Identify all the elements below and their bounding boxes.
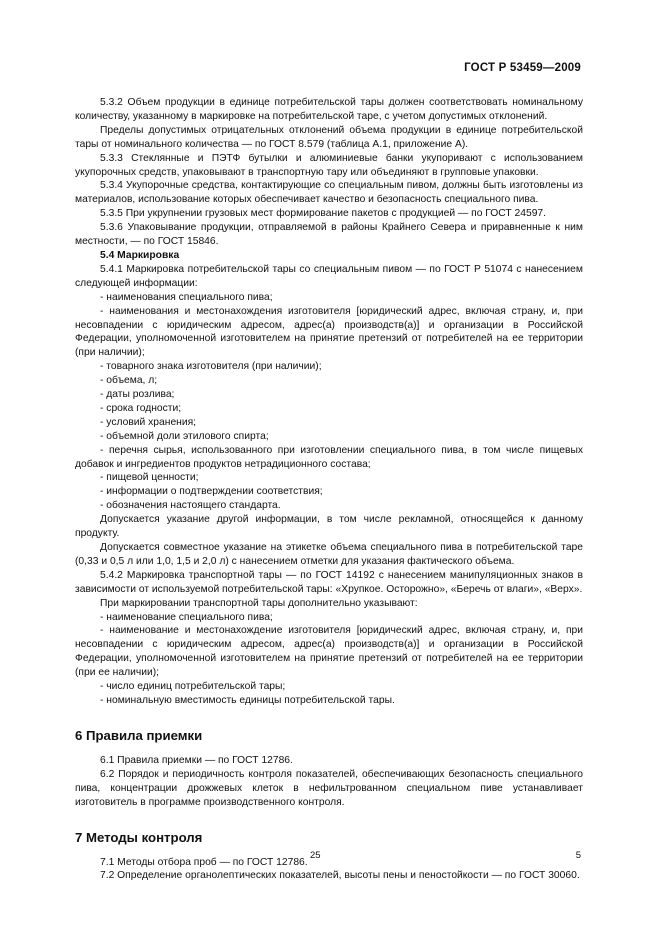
paragraph: - наименования специального пива;	[100, 291, 273, 303]
paragraph: 5.3.6 Упаковывание продукции, отправляемой в районы Крайнего Севера и приравненные к ним местности, — по ГОСТ 15846.	[75, 222, 583, 248]
paragraph: 5.4.2 Маркировка транспортной тары — по ГОСТ 14192 с нанесением манипуляционных знаков в зависимости от используемой потребительской тары: «Хрупкое. Осторожно», «Беречь от влаги», «Верх».	[75, 569, 583, 595]
paragraph: Допускается совместное указание на этикетке объема специального пива в потребительской таре (0,33 и 0,5 л или 1,0, 1,5 и 2,0 л) с нанесением отметки для указания фактического объема.	[75, 542, 583, 567]
paragraph: - пищевой ценности;	[100, 472, 199, 484]
paragraph: - перечня сырья, использованного при изготовлении специального пива, в том числе пищевых добавок и ингредиентов продуктов нетрадиционного состава;	[75, 444, 583, 470]
paragraph: 6.1 Правила приемки — по ГОСТ 12786.	[100, 754, 293, 766]
paragraph: 5.3.4 Укупорочные средства, контактирующие со специальным пивом, должны быть изготовлены из материалов, использование которых обеспечивает качество и безопасность специального пива.	[75, 180, 583, 206]
subsection-heading: 5.4 Маркировка	[100, 249, 180, 261]
paragraph: При маркировании транспортной тары дополнительно указывают:	[100, 597, 418, 609]
paragraph: 7.2 Определение органолептических показателей, высоты пены и пеностойкости — по ГОСТ 30060.	[100, 870, 580, 882]
page-number-right: 5	[575, 850, 581, 861]
section-heading: 7 Методы контроля	[75, 829, 203, 845]
document-body	[75, 96, 583, 883]
paragraph: 5.3.2 Объем продукции в единице потребительской тары должен соответствовать номинальному количеству, указанному в маркировке на потребительской таре, с учетом допустимых отклонений.	[75, 97, 583, 122]
paragraph: 7.1 Методы отбора проб — по ГОСТ 12786.	[100, 856, 308, 868]
paragraph: - объемной доли этилового спирта;	[100, 430, 269, 442]
paragraph: - обозначения настоящего стандарта.	[100, 500, 281, 512]
paragraph: Пределы допустимых отрицательных отклонений объема продукции в единице потребительской тары от номинального количества — по ГОСТ 8.579 (таблица А.1, приложение А).	[75, 124, 583, 150]
paragraph: 6.2 Порядок и периодичность контроля показателей, обеспечивающих безопасность специального пива, концентрации дрожжевых клеток в нефильтрованном специальном пиве устанавливает изготовитель в программе производственного контроля.	[75, 768, 583, 808]
paragraph: 5.3.5 При укрупнении грузовых мест формирование пакетов с продукцией — по ГОСТ 24597.	[100, 208, 547, 220]
paragraph: - число единиц потребительской тары;	[100, 681, 286, 693]
paragraph: - номинальную вместимость единицы потребительской тары.	[100, 694, 395, 706]
paragraph: - даты розлива;	[100, 389, 175, 401]
paragraph: - наименования и местонахождения изготовителя [юридический адрес, включая страну, и, при несовпадении с юридическим адресом, адрес(а) производств(а)] и организации в Российской Федерации, уполномоченной изготовителем на принятие претензий от потребителей на ее территории (при наличии);	[75, 305, 583, 359]
paragraph: - условий хранения;	[100, 416, 197, 428]
paragraph: - объема, л;	[100, 375, 158, 387]
paragraph: - наименование и местонахождение изготовителя [юридический адрес, включая страну, и, при несовпадении с юридическим адресом, адрес(а) производств(а)] и организации в Российской Федерации, уполномоченной изготовителем на принятие претензий от потребителей на ее территории (при ее наличии);	[75, 625, 583, 679]
paragraph: - срока годности;	[100, 402, 182, 414]
paragraph: - товарного знака изготовителя (при наличии);	[100, 361, 322, 373]
section-heading: 6 Правила приемки	[75, 727, 203, 743]
paragraph: - наименование специального пива;	[100, 611, 273, 623]
paragraph: Допускается указание другой информации, в том числе рекламной, относящейся к данному продукту.	[75, 514, 583, 540]
paragraph: 5.3.3 Стеклянные и ПЭТФ бутылки и алюминиевые банки укупоривают с использованием укупорочных средств, упаковывают в транспортную тару или объединяют в групповые упаковки.	[75, 152, 583, 178]
page-number-center: 25	[310, 850, 321, 861]
paragraph: - информации о подтверждении соответствия;	[100, 486, 323, 498]
paragraph: 5.4.1 Маркировка потребительской тары со специальным пивом — по ГОСТ Р 51074 с нанесением следующей информации:	[75, 263, 583, 289]
standard-header: ГОСТ Р 53459—2009	[464, 62, 581, 74]
